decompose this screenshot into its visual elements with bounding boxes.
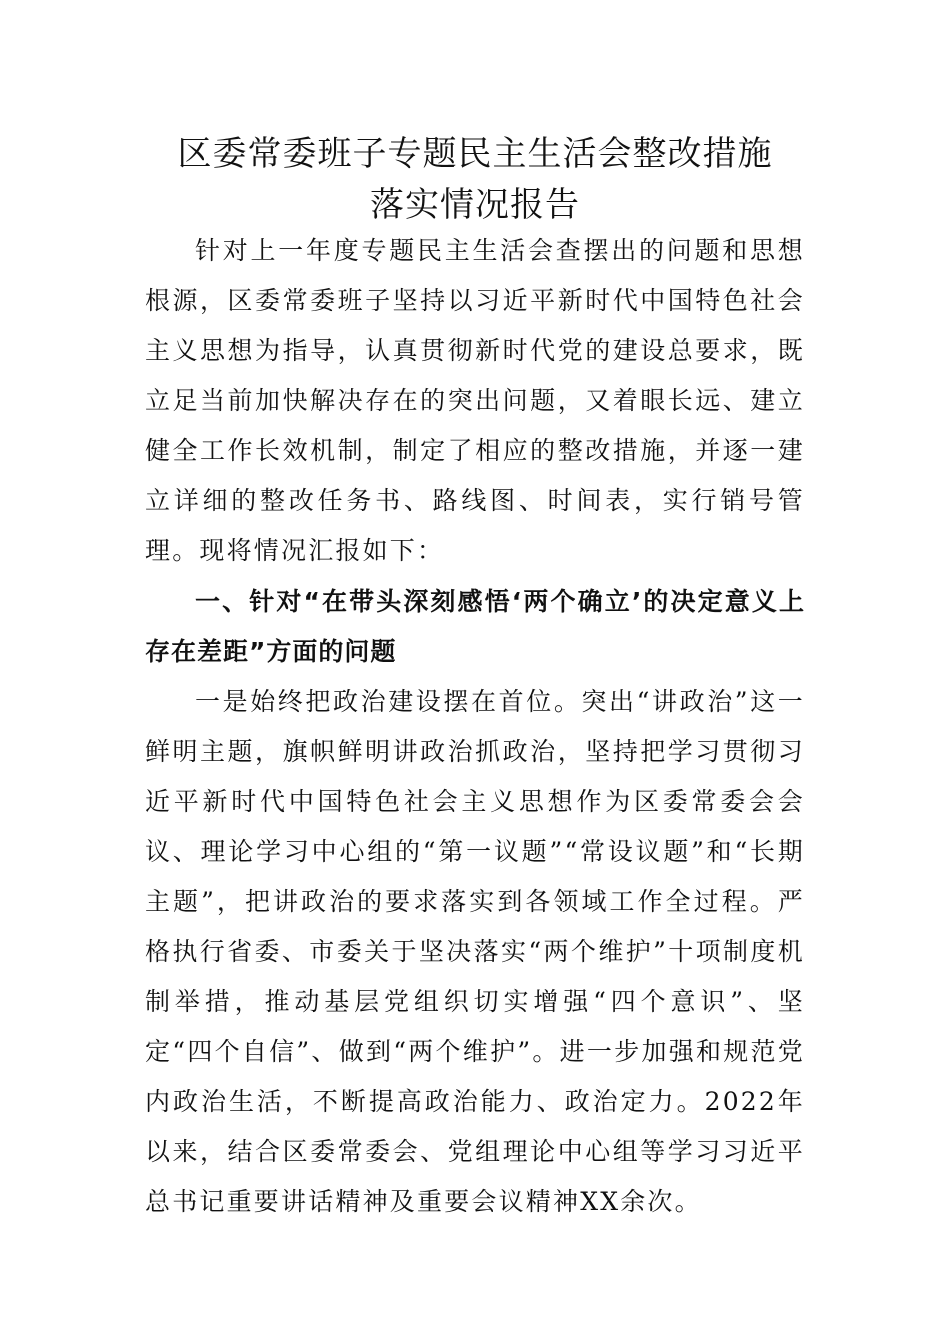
section-1-paragraph: 一是始终把政治建设摆在首位。突出“讲政治”这一鲜明主题，旗帜鲜明讲政治抓政治，坚持把学习贯彻习近平新时代中国特色社会主义思想作为区委常委会会议、理论学习中心组的“第一议题”“常设议题”和“长期主题”，把讲政治的要求落实到各领域工作全过程。严格执行省委、市委关于坚决落实“两个维护”十项制度机制举措，推动基层党组织切实增强“四个意识”、坚定“四个自信”、做到“两个维护”。进一步加强和规范党内政治生活，不断提高政治能力、政治定力。2022年以来，结合区委常委会、党组理论中心组等学习习近平总书记重要讲话精神及重要会议精神XX余次。 bbox=[145, 687, 805, 1216]
document-title-line2: 落实情况报告 bbox=[370, 185, 580, 225]
section-heading-1: 一、针对“在带头深刻感悟‘两个确立’的决定意义上存在差距”方面的问题 bbox=[145, 587, 805, 666]
intro-paragraph: 针对上一年度专题民主生活会查摆出的问题和思想根源，区委常委班子坚持以习近平新时代中国特色社会主义思想为指导，认真贯彻新时代党的建设总要求，既立足当前加快解决存在的突出问题，又着眼长远、建立健全工作长效机制，制定了相应的整改措施，并逐一建立详细的整改任务书、路线图、时间表，实行销号管理。现将情况汇报如下： bbox=[145, 236, 805, 565]
document-title-line1: 区委常委班子专题民主生活会整改措施 bbox=[177, 134, 773, 174]
